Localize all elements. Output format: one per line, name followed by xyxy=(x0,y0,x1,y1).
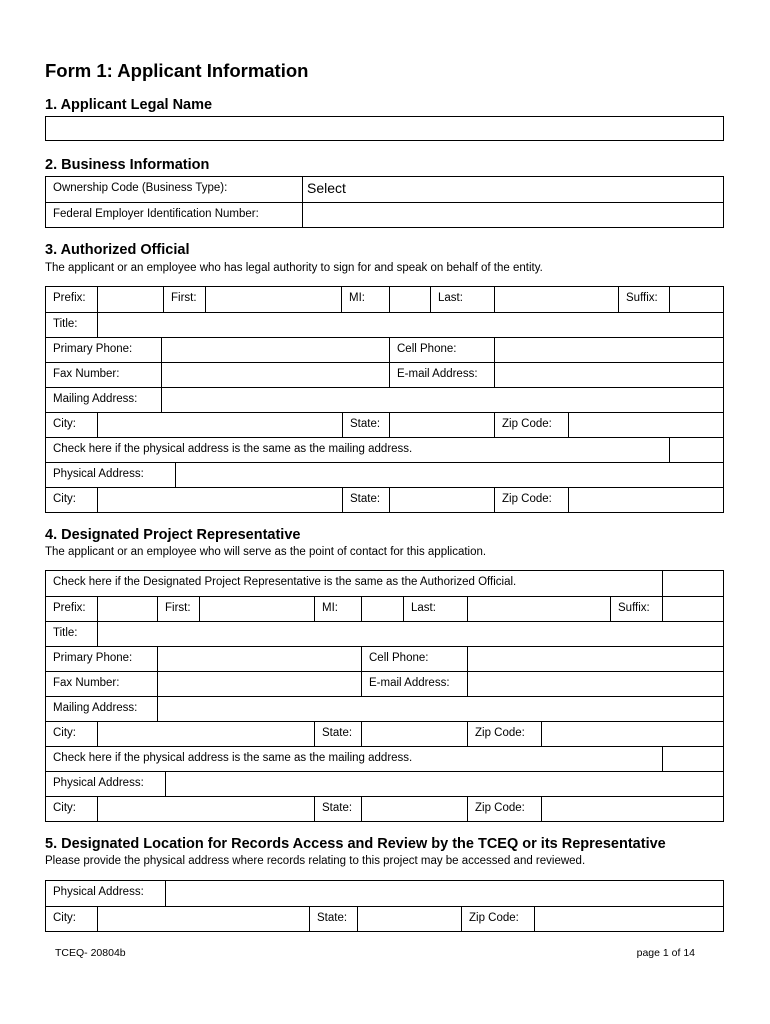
ao-prefix-label: Prefix: xyxy=(53,292,86,304)
dpr-first-field[interactable] xyxy=(199,597,314,621)
section-3-description: The applicant or an employee who has legal authority to sign for and speak on behalf of the entity. xyxy=(45,262,543,274)
ao-same-address-checkbox[interactable] xyxy=(669,438,723,462)
records-city-field[interactable] xyxy=(97,907,309,931)
dpr-physical-field[interactable] xyxy=(165,772,723,796)
ao-last-field[interactable] xyxy=(494,287,618,312)
ao-physical-zip-label: Zip Code: xyxy=(494,488,568,512)
dpr-primary-phone-label: Primary Phone: xyxy=(53,652,133,664)
records-state-field[interactable] xyxy=(357,907,461,931)
page-number: page 1 of 14 xyxy=(636,947,695,959)
business-information-table xyxy=(45,176,724,228)
ao-zip-field[interactable] xyxy=(568,413,723,437)
dpr-suffix-label: Suffix: xyxy=(610,597,662,621)
section-4-heading: 4. Designated Project Representative xyxy=(45,527,301,543)
dpr-physical-city-field[interactable] xyxy=(97,797,314,821)
dpr-fax-label: Fax Number: xyxy=(53,677,120,689)
dpr-zip-label: Zip Code: xyxy=(467,722,541,746)
form-number: TCEQ- 20804b xyxy=(55,947,126,959)
ao-primary-phone-field[interactable] xyxy=(161,338,389,362)
ao-physical-city-label: City: xyxy=(53,493,76,505)
dpr-last-label: Last: xyxy=(403,597,467,621)
ao-fax-label: Fax Number: xyxy=(53,368,120,380)
ao-primary-phone-label: Primary Phone: xyxy=(53,343,133,355)
ao-mi-label: MI: xyxy=(341,287,389,312)
dpr-physical-zip-field[interactable] xyxy=(541,797,723,821)
ao-fax-field[interactable] xyxy=(161,363,389,387)
fein-label: Federal Employer Identification Number: xyxy=(53,208,259,220)
ao-physical-state-field[interactable] xyxy=(389,488,494,512)
dpr-cell-phone-field[interactable] xyxy=(467,647,723,671)
ao-state-field[interactable] xyxy=(389,413,494,437)
ao-suffix-label: Suffix: xyxy=(618,287,669,312)
applicant-legal-name-field[interactable] xyxy=(45,116,724,141)
records-city-label: City: xyxy=(53,912,76,924)
dpr-cell-phone-label: Cell Phone: xyxy=(361,647,467,671)
ao-mi-field[interactable] xyxy=(389,287,430,312)
records-zip-label: Zip Code: xyxy=(461,907,534,931)
ao-city-field[interactable] xyxy=(97,413,342,437)
ao-state-label: State: xyxy=(342,413,389,437)
ao-title-label: Title: xyxy=(53,318,78,330)
ao-mailing-field[interactable] xyxy=(161,388,723,412)
ao-physical-state-label: State: xyxy=(342,488,389,512)
records-physical-field[interactable] xyxy=(165,881,723,906)
ao-city-label: City: xyxy=(53,418,76,430)
dpr-last-field[interactable] xyxy=(467,597,610,621)
project-representative-table xyxy=(45,570,724,822)
ao-cell-phone-label: Cell Phone: xyxy=(389,338,494,362)
section-5-description: Please provide the physical address where records relating to this project may be accessed and reviewed. xyxy=(45,855,586,867)
section-1-heading: 1. Applicant Legal Name xyxy=(45,97,213,113)
dpr-prefix-field[interactable] xyxy=(97,597,157,621)
ao-physical-city-field[interactable] xyxy=(97,488,342,512)
section-2-heading: 2. Business Information xyxy=(45,157,210,173)
ao-first-field[interactable] xyxy=(205,287,341,312)
ao-last-label: Last: xyxy=(430,287,494,312)
ao-title-field[interactable] xyxy=(97,313,723,337)
dpr-state-field[interactable] xyxy=(361,722,467,746)
dpr-zip-field[interactable] xyxy=(541,722,723,746)
dpr-email-label: E-mail Address: xyxy=(361,672,467,696)
ao-cell-phone-field[interactable] xyxy=(494,338,723,362)
records-zip-field[interactable] xyxy=(534,907,723,931)
ao-suffix-field[interactable] xyxy=(669,287,723,312)
records-physical-label: Physical Address: xyxy=(53,886,144,898)
ao-physical-zip-field[interactable] xyxy=(568,488,723,512)
dpr-city-label: City: xyxy=(53,727,76,739)
dpr-mailing-field[interactable] xyxy=(157,697,723,721)
ownership-code-label: Ownership Code (Business Type): xyxy=(53,182,228,194)
dpr-same-official-label: Check here if the Designated Project Representative is the same as the Authorized Official. xyxy=(53,576,517,588)
dpr-same-address-checkbox[interactable] xyxy=(662,747,723,771)
dpr-mi-field[interactable] xyxy=(361,597,403,621)
ao-physical-field[interactable] xyxy=(175,463,723,487)
ao-physical-label: Physical Address: xyxy=(53,468,144,480)
ao-zip-label: Zip Code: xyxy=(494,413,568,437)
dpr-mi-label: MI: xyxy=(314,597,361,621)
section-3-heading: 3. Authorized Official xyxy=(45,242,190,258)
ownership-code-select[interactable]: Select xyxy=(302,177,723,202)
dpr-physical-state-field[interactable] xyxy=(361,797,467,821)
dpr-fax-field[interactable] xyxy=(157,672,361,696)
dpr-mailing-label: Mailing Address: xyxy=(53,702,138,714)
records-location-table xyxy=(45,880,724,932)
authorized-official-table xyxy=(45,286,724,513)
ao-prefix-field[interactable] xyxy=(97,287,163,312)
ao-email-field[interactable] xyxy=(494,363,723,387)
ao-first-label: First: xyxy=(163,287,205,312)
dpr-first-label: First: xyxy=(157,597,199,621)
dpr-physical-city-label: City: xyxy=(53,802,76,814)
ao-mailing-label: Mailing Address: xyxy=(53,393,138,405)
dpr-physical-label: Physical Address: xyxy=(53,777,144,789)
dpr-prefix-label: Prefix: xyxy=(53,602,86,614)
dpr-city-field[interactable] xyxy=(97,722,314,746)
ao-same-address-label: Check here if the physical address is the same as the mailing address. xyxy=(53,443,413,455)
section-5-heading: 5. Designated Location for Records Access and Review by the TCEQ or its Representative xyxy=(45,836,666,852)
dpr-primary-phone-field[interactable] xyxy=(157,647,361,671)
dpr-suffix-field[interactable] xyxy=(662,597,723,621)
dpr-same-address-label: Check here if the physical address is the same as the mailing address. xyxy=(53,752,413,764)
ao-email-label: E-mail Address: xyxy=(389,363,494,387)
dpr-title-label: Title: xyxy=(53,627,78,639)
dpr-physical-zip-label: Zip Code: xyxy=(467,797,541,821)
dpr-state-label: State: xyxy=(314,722,361,746)
records-state-label: State: xyxy=(309,907,357,931)
fein-field[interactable] xyxy=(302,203,723,227)
dpr-title-field[interactable] xyxy=(97,622,723,646)
dpr-physical-state-label: State: xyxy=(314,797,361,821)
dpr-email-field[interactable] xyxy=(467,672,723,696)
section-4-description: The applicant or an employee who will serve as the point of contact for this application. xyxy=(45,546,487,558)
form-title: Form 1: Applicant Information xyxy=(45,60,309,81)
dpr-same-official-checkbox[interactable] xyxy=(662,571,723,596)
